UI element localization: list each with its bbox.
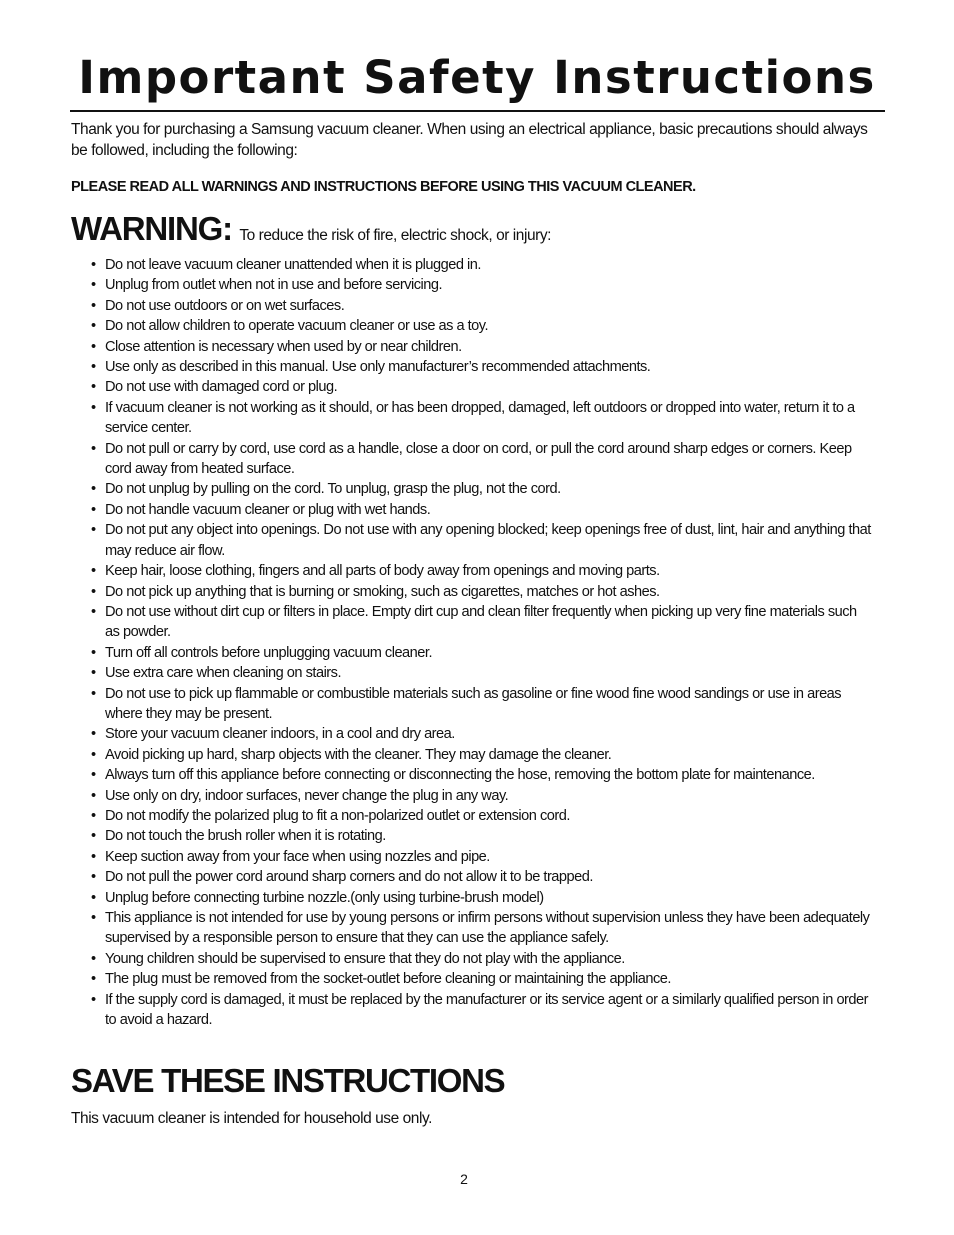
warning-item-text: Do not modify the polarized plug to fit a non-polarized outlet or extension cord. bbox=[105, 807, 570, 824]
household-use-note: This vacuum cleaner is intended for household use only. bbox=[71, 1110, 432, 1127]
warning-item-text: Do not use outdoors or on wet surfaces. bbox=[105, 297, 345, 314]
bullet-icon: • bbox=[91, 910, 96, 926]
page-number: 2 bbox=[460, 1171, 468, 1187]
warning-item-text: Do not unplug by pulling on the cord. To unplug, grasp the plug, not the cord. bbox=[105, 481, 561, 498]
warning-item-text: This appliance is not intended for use by young persons or infirm persons without supervision unless they have been adequately supervised by a responsible person to ensure that they can use the appliance safely. bbox=[105, 910, 870, 947]
warning-item-text: Avoid picking up hard, sharp objects with the cleaner. They may damage the cleaner. bbox=[105, 746, 612, 763]
warning-item bbox=[91, 786, 871, 806]
bullet-icon: • bbox=[91, 991, 96, 1008]
bullet-icon: • bbox=[91, 318, 96, 335]
bullet-icon: • bbox=[91, 338, 96, 355]
bullet-icon: • bbox=[91, 685, 96, 702]
warning-item bbox=[91, 255, 871, 275]
warning-label: WARNING: bbox=[71, 210, 232, 247]
intro-paragraph: Thank you for purchasing a Samsung vacuum cleaner. When using an electrical appliance, basic precautions should always be followed, including the following: bbox=[71, 121, 868, 159]
warning-item bbox=[91, 684, 871, 725]
warning-item-text: Do not handle vacuum cleaner or plug with wet hands. bbox=[105, 501, 431, 518]
warning-item bbox=[91, 765, 871, 785]
bullet-icon: • bbox=[91, 563, 96, 580]
warning-heading bbox=[71, 204, 881, 261]
warning-item-text: Do not pull the power cord around sharp corners and do not allow it to be trapped. bbox=[105, 869, 593, 886]
warning-item bbox=[91, 826, 871, 846]
warning-item-text: The plug must be removed from the socket-outlet before cleaning or maintaining the appliance. bbox=[105, 971, 671, 988]
warning-item-text: Use only as described in this manual. Use only manufacturer’s recommended attachments. bbox=[105, 359, 651, 376]
bullet-icon: • bbox=[91, 379, 96, 396]
bullet-icon: • bbox=[91, 522, 96, 539]
bullet-icon: • bbox=[91, 787, 96, 804]
warning-item-text: Use only on dry, indoor surfaces, never change the plug in any way. bbox=[105, 787, 509, 804]
warning-item-text: Unplug from outlet when not in use and before servicing. bbox=[105, 277, 443, 294]
warning-item bbox=[91, 377, 871, 397]
bullet-icon: • bbox=[91, 440, 96, 457]
bullet-icon: • bbox=[91, 481, 96, 498]
warning-item-text: Do not use without dirt cup or filters in place. Empty dirt cup and clean filter frequently when picking up very fine materials such as powder. bbox=[105, 603, 857, 641]
warning-item bbox=[91, 663, 871, 683]
warning-item bbox=[91, 867, 871, 887]
warning-item bbox=[91, 316, 871, 336]
warning-item-text: Use extra care when cleaning on stairs. bbox=[105, 665, 342, 682]
bullet-icon: • bbox=[91, 583, 96, 600]
bullet-icon: • bbox=[91, 767, 96, 784]
warning-item-text: Do not touch the brush roller when it is rotating. bbox=[105, 828, 386, 845]
save-instructions-heading: SAVE THESE INSTRUCTIONS bbox=[71, 1062, 505, 1099]
warning-item bbox=[91, 357, 871, 377]
warning-item bbox=[91, 602, 871, 643]
bullet-icon: • bbox=[91, 848, 96, 865]
warning-item-text: If the supply cord is damaged, it must be replaced by the manufacturer or its service agent or a similarly qualified person in order to avoid a hazard. bbox=[105, 991, 869, 1029]
warning-item bbox=[91, 500, 871, 520]
bullet-icon: • bbox=[91, 359, 96, 376]
warning-item bbox=[91, 724, 871, 744]
bullet-icon: • bbox=[91, 603, 96, 620]
warning-item bbox=[91, 398, 871, 439]
warning-item bbox=[91, 908, 871, 949]
warning-item-text: Do not leave vacuum cleaner unattended when it is plugged in. bbox=[105, 257, 481, 273]
warning-item bbox=[91, 479, 871, 499]
warning-item-text: Keep hair, loose clothing, fingers and all parts of body away from openings and moving parts. bbox=[105, 563, 660, 580]
bullet-icon: • bbox=[91, 950, 96, 967]
warning-item bbox=[91, 643, 871, 663]
bullet-icon: • bbox=[91, 644, 96, 661]
warning-item bbox=[91, 949, 871, 969]
bullet-icon: • bbox=[91, 399, 96, 416]
warning-item-text: Always turn off this appliance before connecting or disconnecting the hose, removing the bottom plate for maintenance. bbox=[105, 767, 815, 784]
warning-item-text: Do not pull or carry by cord, use cord as a handle, close a door on cord, or pull the cord around sharp edges or corners. Keep cord away from heated surface. bbox=[105, 440, 852, 478]
warning-item bbox=[91, 806, 871, 826]
warning-item bbox=[91, 337, 871, 357]
warning-item-text: Keep suction away from your face when using nozzles and pipe. bbox=[105, 848, 490, 865]
bullet-icon: • bbox=[91, 297, 96, 314]
bullet-icon: • bbox=[91, 257, 96, 273]
warning-item-text: Unplug before connecting turbine nozzle.(only using turbine-brush model) bbox=[105, 889, 544, 906]
warning-item-text: Do not put any object into openings. Do not use with any opening blocked; keep openings free of dust, lint, hair and anything that may reduce air flow. bbox=[105, 522, 871, 559]
warning-item bbox=[91, 582, 871, 602]
bullet-icon: • bbox=[91, 665, 96, 682]
warning-list bbox=[91, 255, 871, 1030]
bullet-icon: • bbox=[91, 971, 96, 988]
warning-item-text: Do not allow children to operate vacuum cleaner or use as a toy. bbox=[105, 318, 489, 335]
warning-item bbox=[91, 439, 871, 480]
page-title: Important Safety Instructions bbox=[78, 51, 876, 104]
warning-item-text: Do not use to pick up flammable or combustible materials such as gasoline or fine wood fine wood sandings or use in areas where they may be present. bbox=[105, 685, 842, 722]
warning-item bbox=[91, 561, 871, 581]
warning-item-text: Young children should be supervised to ensure that they do not play with the appliance. bbox=[105, 950, 625, 967]
warning-item bbox=[91, 520, 871, 561]
warning-item bbox=[91, 847, 871, 867]
please-read-notice: PLEASE READ ALL WARNINGS AND INSTRUCTIONS BEFORE USING THIS VACUUM CLEANER. bbox=[71, 179, 696, 195]
bullet-icon: • bbox=[91, 726, 96, 743]
warning-item-text: If vacuum cleaner is not working as it should, or has been dropped, damaged, left outdoors or dropped into water, return it to a service center. bbox=[105, 399, 855, 437]
bullet-icon: • bbox=[91, 828, 96, 845]
warning-item-text: Store your vacuum cleaner indoors, in a cool and dry area. bbox=[105, 726, 455, 743]
bullet-icon: • bbox=[91, 889, 96, 906]
bullet-icon: • bbox=[91, 746, 96, 763]
warning-item bbox=[91, 969, 871, 989]
warning-item-text: Do not pick up anything that is burning or smoking, such as cigarettes, matches or hot ashes. bbox=[105, 583, 660, 600]
bullet-icon: • bbox=[91, 807, 96, 824]
bullet-icon: • bbox=[91, 869, 96, 886]
bullet-icon: • bbox=[91, 501, 96, 518]
warning-item-text: Turn off all controls before unplugging vacuum cleaner. bbox=[105, 644, 433, 661]
warning-item bbox=[91, 990, 871, 1031]
warning-item bbox=[91, 275, 871, 295]
warning-item bbox=[91, 745, 871, 765]
warning-subtitle: To reduce the risk of fire, electric shock, or injury: bbox=[239, 227, 552, 244]
warning-item bbox=[91, 296, 871, 316]
title-divider bbox=[70, 110, 885, 112]
warning-item bbox=[91, 888, 871, 908]
warning-item-text: Do not use with damaged cord or plug. bbox=[105, 379, 338, 396]
bullet-icon: • bbox=[91, 277, 96, 294]
warning-item-text: Close attention is necessary when used by or near children. bbox=[105, 338, 462, 355]
